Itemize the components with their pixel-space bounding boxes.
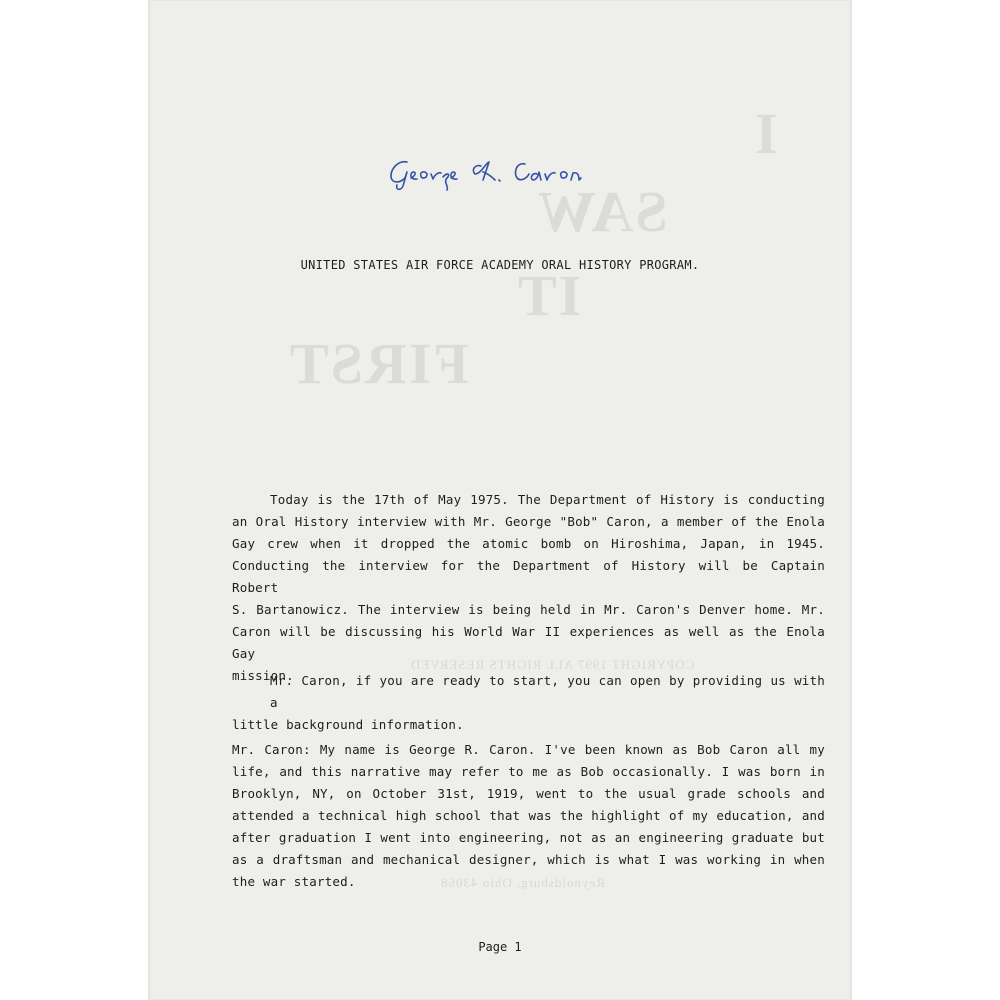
text-line: after graduation I went into engineering, not as an engineering graduate but	[232, 830, 825, 845]
text-line: Gay crew when it dropped the atomic bomb on Hiroshima, Japan, in 1945.	[232, 536, 825, 551]
signature-mark	[385, 148, 615, 193]
text-line: the war started.	[232, 874, 356, 889]
page-number: Page 1	[478, 940, 522, 954]
bleed-through-word: SAW	[536, 179, 668, 244]
text-line: attended a technical high school that was the highlight of my education, and	[232, 808, 825, 823]
bleed-through-letter: I	[753, 101, 778, 166]
paragraph-answer	[232, 739, 825, 893]
paragraph-intro	[232, 489, 825, 687]
bleed-through-line: COPYRIGHT 1997 ALL RIGHTS RESERVED	[410, 657, 695, 672]
bleed-through-word: FIRST	[288, 331, 469, 396]
bleed-through-line: Reynoldsburg, Ohio 43068	[440, 875, 605, 890]
bleed-through-word: IT	[516, 263, 582, 328]
text-line: Mr. Caron: My name is George R. Caron. I've been known as Bob Caron all my	[232, 742, 825, 757]
text-line: Conducting the interview for the Department of History will be Captain Robert	[232, 558, 825, 595]
text-line: little background information.	[232, 717, 464, 732]
text-line: mission.	[232, 668, 294, 683]
text-line: life, and this narrative may refer to me as Bob occasionally. I was born in	[232, 764, 825, 779]
text-line: S. Bartanowicz. The interview is being held in Mr. Caron's Denver home. Mr.	[232, 602, 825, 617]
signature	[385, 148, 615, 198]
document-heading: UNITED STATES AIR FORCE ACADEMY ORAL HISTORY PROGRAM.	[300, 258, 700, 272]
text-line: Caron will be discussing his World War II experiences as well as the Enola Gay	[232, 624, 825, 661]
text-line: an Oral History interview with Mr. George "Bob" Caron, a member of the Enola	[232, 514, 825, 529]
text-line: Mr. Caron, if you are ready to start, you can open by providing us with a	[270, 673, 825, 710]
text-line: Brooklyn, NY, on October 31st, 1919, went to the usual grade schools and	[232, 786, 825, 801]
text-line: as a draftsman and mechanical designer, which is what I was working in when	[232, 852, 825, 867]
text-line: Today is the 17th of May 1975. The Department of History is conducting	[270, 492, 825, 507]
paragraph-question	[232, 670, 825, 736]
